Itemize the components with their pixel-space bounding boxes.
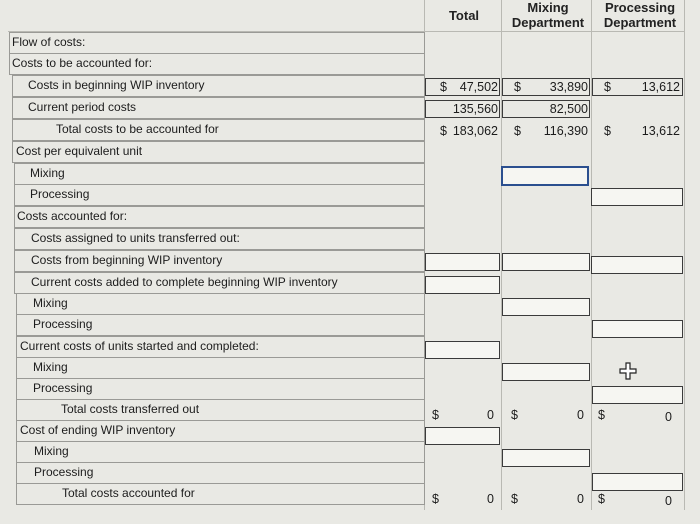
label-mixing: Mixing xyxy=(33,296,68,310)
current-mixing-value: 82,500 xyxy=(549,102,588,116)
label-total-costs-accounted-for: Total costs accounted for xyxy=(62,486,195,500)
label-costs-accounted-for: Costs accounted for: xyxy=(17,209,128,223)
label-costs-beginning-wip: Costs in beginning WIP inventory xyxy=(28,78,205,92)
started-completed-mixing-input[interactable] xyxy=(502,363,590,381)
currency-symbol: $ xyxy=(604,124,611,138)
costs-from-beginning-wip-total-input[interactable] xyxy=(425,253,500,271)
header-mixing-line2: Department xyxy=(511,15,585,30)
label-mixing: Mixing xyxy=(34,444,69,458)
transferred-out-mixing-value: 0 xyxy=(577,408,584,422)
label-total-costs-transferred-out: Total costs transferred out xyxy=(61,402,200,416)
total-to-account-processing-value: 13,612 xyxy=(641,124,680,138)
label-flow-of-costs: Flow of costs: xyxy=(12,35,86,49)
label-processing: Processing xyxy=(34,465,94,479)
currency-symbol: $ xyxy=(604,80,611,94)
currency-symbol: $ xyxy=(598,408,605,422)
transferred-out-processing-value: 0 xyxy=(665,410,672,424)
begin-wip-mixing-field[interactable] xyxy=(502,78,590,96)
label-cell-box xyxy=(16,293,425,315)
label-current-costs-complete-beginning: Current costs added to complete beginning WIP inventory xyxy=(31,275,338,289)
header-processing xyxy=(595,0,685,30)
accounted-for-mixing-value: 0 xyxy=(577,492,584,506)
label-cell-box xyxy=(16,441,425,463)
accounted-for-total-value: 0 xyxy=(487,492,494,506)
header-processing-line1: Processing xyxy=(604,0,676,15)
label-costs-to-be-accounted: Costs to be accounted for: xyxy=(12,56,153,70)
current-costs-added-total-input[interactable] xyxy=(425,276,500,294)
current-total-field[interactable] xyxy=(425,100,500,118)
begin-wip-processing-field[interactable] xyxy=(592,78,683,96)
cost-per-eu-processing-input[interactable] xyxy=(591,188,683,206)
currency-symbol: $ xyxy=(511,492,518,506)
ending-wip-total-input[interactable] xyxy=(425,427,500,445)
header-mixing xyxy=(505,0,591,30)
label-cost-per-equivalent-unit: Cost per equivalent unit xyxy=(16,144,143,158)
label-costs-assigned-transferred: Costs assigned to units transferred out: xyxy=(31,231,240,245)
label-processing: Processing xyxy=(33,381,93,395)
label-mixing: Mixing xyxy=(30,166,65,180)
total-to-account-mixing-value: 116,390 xyxy=(543,124,588,138)
currency-symbol: $ xyxy=(514,124,521,138)
started-completed-processing-input[interactable] xyxy=(592,386,683,404)
label-current-period-costs: Current period costs xyxy=(28,100,137,114)
ending-wip-mixing-input[interactable] xyxy=(502,449,590,467)
current-mixing-field[interactable] xyxy=(502,100,590,118)
currency-symbol: $ xyxy=(432,408,439,422)
label-total-costs-to-be-accounted: Total costs to be accounted for xyxy=(56,122,219,136)
label-processing: Processing xyxy=(33,317,93,331)
accounted-for-processing-value: 0 xyxy=(665,494,672,508)
costs-from-beginning-wip-mixing-input[interactable] xyxy=(502,253,590,271)
current-costs-added-mixing-input[interactable] xyxy=(502,298,590,316)
label-mixing: Mixing xyxy=(33,360,68,374)
grid-line xyxy=(591,0,592,510)
label-costs-from-beginning-wip: Costs from beginning WIP inventory xyxy=(31,253,223,267)
header-total: Total xyxy=(448,8,480,23)
label-cell-box xyxy=(16,357,425,379)
begin-wip-mixing-value: 33,890 xyxy=(549,80,588,94)
costs-from-beginning-wip-processing-input[interactable] xyxy=(591,256,683,274)
currency-symbol: $ xyxy=(514,80,521,94)
current-total-value: 135,560 xyxy=(452,102,498,116)
grid-line xyxy=(684,0,685,510)
header-mixing-line1: Mixing xyxy=(527,0,569,15)
crosshair-plus-icon xyxy=(619,362,637,380)
label-cell-box xyxy=(14,163,425,185)
currency-symbol: $ xyxy=(511,408,518,422)
current-costs-added-processing-input[interactable] xyxy=(592,320,683,338)
label-current-costs-started-completed: Current costs of units started and completed: xyxy=(20,339,259,353)
transferred-out-total-value: 0 xyxy=(487,408,494,422)
currency-symbol: $ xyxy=(440,80,447,94)
currency-symbol: $ xyxy=(598,492,605,506)
cost-per-eu-mixing-input[interactable] xyxy=(501,166,589,186)
currency-symbol: $ xyxy=(440,124,447,138)
ending-wip-processing-input[interactable] xyxy=(592,473,683,491)
total-to-account-total-value: 183,062 xyxy=(452,124,498,138)
begin-wip-processing-value: 13,612 xyxy=(641,80,680,94)
started-completed-total-input[interactable] xyxy=(425,341,500,359)
label-processing: Processing xyxy=(30,187,90,201)
begin-wip-total-value: 47,502 xyxy=(459,80,498,94)
begin-wip-total-field[interactable] xyxy=(425,78,500,96)
currency-symbol: $ xyxy=(432,492,439,506)
label-cost-ending-wip: Cost of ending WIP inventory xyxy=(20,423,176,437)
header-processing-line2: Department xyxy=(603,15,677,30)
